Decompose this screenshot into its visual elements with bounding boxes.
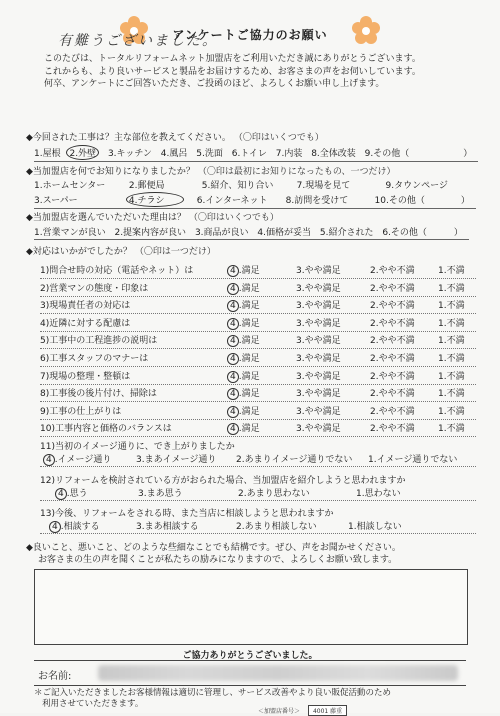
- rating-row-label: 7)現場の整理・整頓は: [40, 371, 131, 382]
- option[interactable]: 6.インターネット: [196, 196, 268, 206]
- option[interactable]: 2.提案内容が良い: [114, 228, 187, 238]
- rating-option[interactable]: 3.やや満足: [296, 266, 341, 276]
- option[interactable]: 1.思わない: [356, 489, 401, 499]
- rating-option[interactable]: 2.やや不満: [370, 424, 415, 435]
- rating-row-label: 10)工事内容と価格のバランスは: [40, 424, 172, 435]
- option-selected[interactable]: 4.チラシ: [126, 192, 184, 207]
- option[interactable]: 4.風呂: [160, 149, 188, 159]
- rating-option-selected[interactable]: 4 .満足: [230, 404, 260, 418]
- option[interactable]: 1.ホームセンター: [34, 181, 106, 191]
- rating-row-label: 9)工事の仕上がりは: [40, 406, 122, 417]
- rating-option[interactable]: 3.やや満足: [296, 318, 341, 329]
- option[interactable]: 1.イメージ通りでない: [368, 455, 458, 465]
- option[interactable]: 3.まあイメージ通り: [136, 455, 217, 465]
- rating-row: [40, 330, 476, 349]
- rating-option-selected[interactable]: 4 .満足: [230, 298, 260, 312]
- comment-box[interactable]: [34, 569, 468, 645]
- rating-option-selected[interactable]: 4 .満足: [230, 263, 260, 277]
- rating-row-label: 4)近隣に対する配慮は: [40, 318, 131, 329]
- comments-prompt-line2: お客さまの生の声を聞くことが私たちの励みになりますので、よろしくお願い致します。: [38, 555, 398, 565]
- option[interactable]: 2.あまり思わない: [238, 489, 310, 499]
- rating-row: [40, 260, 476, 279]
- option-selected[interactable]: 4 .相談する: [52, 519, 100, 533]
- rating-option[interactable]: 1.不満: [438, 266, 465, 276]
- intro-text: このたびは、トータルリフォームネット加盟店をご利用いただき誠にありがとうございます。 これからも、より良いサービスと製品をお届けするため、お客さまの声をお伺いしています。 何卒、アンケートにご回答いただき、ご投函のほど、よろしくお願い申し上げます。: [44, 54, 421, 89]
- rating-option[interactable]: 2.やや不満: [370, 266, 415, 276]
- rating-option[interactable]: 1.不満: [438, 389, 465, 400]
- question-recommend: 12)リフォームを検討されている方がおられた場合、当加盟店を紹介しようと思われますか 4 .思う 3.まあ思う 2.あまり思わない 1.思わない: [40, 470, 476, 501]
- rating-option[interactable]: 1.不満: [438, 336, 465, 347]
- option-selected[interactable]: 4 .イメージ通り: [46, 452, 111, 466]
- rating-option-selected[interactable]: 4 .満足: [230, 421, 260, 435]
- option[interactable]: 1.相談しない: [348, 522, 402, 532]
- rating-option-selected[interactable]: 4 .満足: [230, 369, 260, 383]
- rating-row: [40, 383, 476, 402]
- rating-option[interactable]: 3.やや満足: [296, 406, 341, 417]
- rating-row: [40, 278, 476, 297]
- option[interactable]: 1.営業マンが良い: [34, 228, 106, 238]
- rating-row-label: 2)営業マンの態度・印象は: [40, 283, 149, 294]
- option[interactable]: 7.現場を見て: [296, 181, 351, 191]
- rating-option-selected[interactable]: 4 .満足: [230, 281, 260, 295]
- rating-option[interactable]: 2.やや不満: [370, 336, 415, 347]
- rating-option[interactable]: 2.やや不満: [370, 371, 415, 382]
- page-title: アンケートご協力のお願い: [172, 28, 328, 42]
- option[interactable]: 3.キッチン: [107, 149, 152, 159]
- options-work-type: [34, 145, 478, 162]
- rating-option-selected[interactable]: 4 .満足: [230, 316, 260, 330]
- option[interactable]: 3.まあ相談する: [136, 522, 199, 532]
- option[interactable]: 9.タウンページ: [385, 181, 448, 191]
- rating-row-label: 1)問合せ時の対応（電話やネット）は: [40, 266, 194, 276]
- rating-row: [40, 295, 476, 314]
- name-field-redacted[interactable]: [98, 665, 458, 681]
- question-source: ◆当加盟店を何でお知りになりましたか？ （〇印は最初にお知りになったもの、一つだけ）: [26, 167, 396, 177]
- rating-row-label: 3)現場責任者の対応は: [40, 301, 131, 312]
- option[interactable]: 5.紹介された: [319, 228, 374, 238]
- rating-row: [40, 348, 476, 367]
- rating-option[interactable]: 3.やや満足: [296, 424, 341, 435]
- store-number: ＜加盟店番号＞ 4001 藤重: [258, 705, 347, 716]
- question-work-type: ◆今回された工事は？主な部位を教えてください。 （〇印はいくつでも）: [26, 133, 324, 143]
- rating-option[interactable]: 1.不満: [438, 406, 465, 417]
- thanks-text: ご協力ありがとうございました。: [182, 651, 318, 661]
- option[interactable]: 6.その他（ ）: [382, 228, 463, 238]
- rating-row: [40, 418, 476, 437]
- option-selected[interactable]: 4 .思う: [58, 486, 88, 500]
- rating-option[interactable]: 1.不満: [438, 318, 465, 329]
- rating-option-selected[interactable]: 4 .満足: [230, 351, 260, 365]
- option[interactable]: 9.その他（ ）: [364, 149, 473, 159]
- options-reason: [34, 225, 469, 240]
- name-row: [34, 660, 466, 686]
- option[interactable]: 2.あまり相談しない: [236, 522, 317, 532]
- rating-row-label: 5)工事中の工程進捗の説明は: [40, 336, 158, 347]
- option[interactable]: 10.その他（ ）: [374, 196, 470, 206]
- rating-option[interactable]: 3.やや満足: [296, 389, 341, 400]
- rating-option[interactable]: 2.やや不満: [370, 283, 415, 294]
- options-source-line2: [34, 192, 476, 209]
- option[interactable]: 3.まあ思う: [138, 489, 183, 499]
- option[interactable]: 5.紹介、知り合い: [201, 181, 274, 191]
- option[interactable]: 8.全体改装: [311, 149, 356, 159]
- option[interactable]: 2.郵便局: [128, 181, 165, 191]
- rating-option-selected[interactable]: 4 .満足: [230, 386, 260, 400]
- rating-option[interactable]: 3.やや満足: [296, 301, 341, 312]
- question-expectation: 11)当初のイメージ通りに、でき上がりましたか 4 .イメージ通り 3.まあイメージ通り 2.あまりイメージ通りでない 1.イメージ通りでない: [40, 436, 476, 467]
- comment-answer: 有難うございました。: [58, 33, 218, 49]
- rating-option[interactable]: 3.やや満足: [296, 283, 341, 294]
- option[interactable]: 8.訪問を受けて: [285, 196, 349, 206]
- rating-row: [40, 366, 476, 385]
- option-selected[interactable]: 2.外壁: [66, 145, 99, 160]
- rating-option-selected[interactable]: 4 .満足: [230, 333, 260, 347]
- option[interactable]: 7.内装: [275, 149, 303, 159]
- option[interactable]: 3.スーパー: [34, 196, 78, 206]
- rating-row: [40, 313, 476, 332]
- rating-row: [40, 401, 476, 420]
- rating-row-label: 6)工事スタッフのマナーは: [40, 354, 149, 364]
- rating-option[interactable]: 3.やや満足: [296, 371, 341, 382]
- option[interactable]: 4.価格が妥当: [257, 228, 311, 238]
- rating-option[interactable]: 2.やや不満: [370, 318, 415, 329]
- option[interactable]: 2.あまりイメージ通りでない: [236, 455, 353, 465]
- question-reason: ◆当加盟店を選んでいただいた理由は？ （〇印はいくつでも）: [26, 213, 279, 223]
- rating-option[interactable]: 2.やや不満: [370, 389, 415, 400]
- option[interactable]: 6.トイレ: [231, 149, 267, 159]
- rating-option[interactable]: 2.やや不満: [370, 354, 415, 364]
- comments-prompt-line1: ◆良いこと、悪いこと、どのような些細なことでも結構です。ぜひ、声をお聞かせください。: [26, 543, 401, 553]
- rating-option[interactable]: 1.不満: [438, 301, 465, 312]
- option[interactable]: 5.洗面: [196, 149, 223, 159]
- rating-option[interactable]: 1.不満: [438, 424, 465, 435]
- privacy-note: ＊ご記入いただきましたお客様情報は適切に管理し、サービス改善やより良い販促活動のため 利用させていただきます。: [34, 688, 392, 709]
- option[interactable]: 1.屋根: [34, 149, 61, 159]
- rating-option[interactable]: 2.やや不満: [370, 301, 415, 312]
- rating-option[interactable]: 3.やや満足: [296, 336, 341, 347]
- question-reconsult: 13)今後、リフォームをされる時、また当店に相談しようと思われますか 4 .相談する 3.まあ相談する 2.あまり相談しない 1.相談しない: [40, 503, 476, 534]
- rating-option[interactable]: 2.やや不満: [370, 406, 415, 417]
- rating-option[interactable]: 1.不満: [438, 354, 465, 364]
- rating-row-label: 8)工事後の後片付け、掃除は: [40, 389, 157, 400]
- rating-option[interactable]: 3.やや満足: [296, 354, 341, 364]
- rating-option[interactable]: 1.不満: [438, 371, 465, 382]
- rating-option[interactable]: 1.不満: [438, 283, 465, 294]
- options-source-line1: [34, 178, 454, 192]
- option[interactable]: 3.商品が良い: [194, 228, 249, 238]
- name-label: お名前:: [38, 671, 72, 682]
- question-service: ◆対応はいかがでしたか？ （〇印は一つだけ）: [26, 247, 216, 257]
